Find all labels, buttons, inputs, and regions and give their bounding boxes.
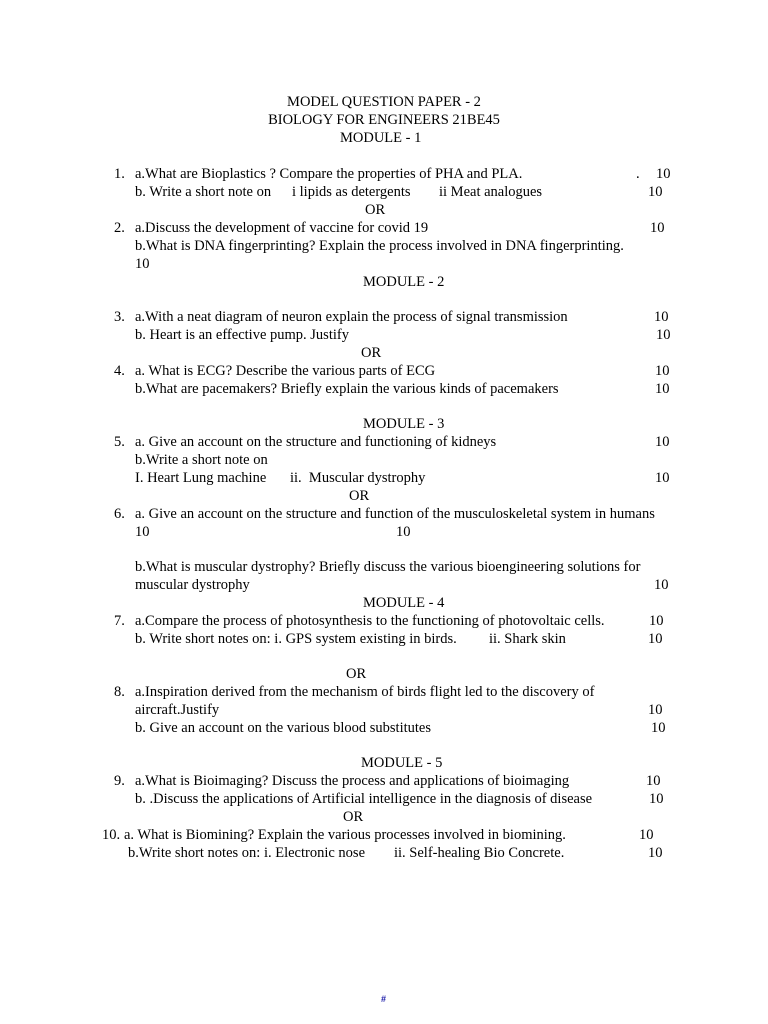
q5b-text: b.Write a short note on	[135, 452, 268, 468]
q4a-text: a. What is ECG? Describe the various parts of ECG	[135, 363, 436, 379]
q6a-marks-2: 10	[396, 524, 411, 540]
q6a-marks-1: 10	[135, 524, 150, 540]
q1a-dot: .	[636, 166, 640, 182]
q1a-text: a.What are Bioplastics ? Compare the properties of PHA and PLA.	[135, 166, 523, 182]
q8a-text-line2: aircraft.Justify	[135, 702, 220, 718]
or-divider-5: OR	[343, 809, 364, 825]
q4b-marks: 10	[655, 381, 670, 397]
q2b-text: b.What is DNA fingerprinting? Explain the process involved in DNA fingerprinting.	[135, 238, 624, 254]
q1b-item-i: i lipids as detergents	[292, 184, 411, 200]
module-1-heading: MODULE - 1	[340, 130, 422, 146]
q7b-marks: 10	[648, 631, 663, 647]
module-2-heading: MODULE - 2	[363, 274, 445, 290]
paper-subject: BIOLOGY FOR ENGINEERS 21BE45	[268, 112, 500, 128]
q8a-text-line1: a.Inspiration derived from the mechanism of birds flight led to the discovery of	[135, 684, 595, 700]
q10a-text: a. What is Biomining? Explain the various processes involved in biomining.	[124, 827, 566, 843]
q8a-marks: 10	[648, 702, 663, 718]
or-divider-1: OR	[365, 202, 386, 218]
q9b-marks: 10	[649, 791, 664, 807]
q5b-marks: 10	[655, 470, 670, 486]
q5a-text: a. Give an account on the structure and functioning of kidneys	[135, 434, 497, 450]
module-5-heading: MODULE - 5	[361, 755, 443, 771]
q7a-text: a.Compare the process of photosynthesis to the functioning of photovoltaic cells.	[135, 613, 605, 629]
q3a-marks: 10	[654, 309, 669, 325]
q6b-text-line2: muscular dystrophy	[135, 577, 250, 593]
q5b-item-ii: ii. Muscular dystrophy	[290, 470, 426, 486]
q8-number: 8.	[114, 684, 125, 700]
q9a-text: a.What is Bioimaging? Discuss the process and applications of bioimaging	[135, 773, 570, 789]
q6b-text-line1: b.What is muscular dystrophy? Briefly discuss the various bioengineering solutions for	[135, 559, 641, 575]
q3-number: 3.	[114, 309, 125, 325]
q1b-text: b. Write a short note on	[135, 184, 272, 200]
q5a-marks: 10	[655, 434, 670, 450]
or-divider-4: OR	[346, 666, 367, 682]
module-3-heading: MODULE - 3	[363, 416, 445, 432]
q3a-text: a.With a neat diagram of neuron explain the process of signal transmission	[135, 309, 568, 325]
q10a-marks: 10	[639, 827, 654, 843]
q7-number: 7.	[114, 613, 125, 629]
q4-number: 4.	[114, 363, 125, 379]
module-4-heading: MODULE - 4	[363, 595, 445, 611]
q10-number: 10.	[102, 827, 121, 843]
q6b-marks: 10	[654, 577, 669, 593]
q1b-item-ii: ii Meat analogues	[439, 184, 543, 200]
q7b-item-ii: ii. Shark skin	[489, 631, 566, 647]
q3b-marks: 10	[656, 327, 671, 343]
q6a-text: a. Give an account on the structure and function of the musculoskeletal system in humans	[135, 506, 655, 522]
footer-mark: #	[381, 994, 387, 1004]
q9b-text: b. .Discuss the applications of Artificial intelligence in the diagnosis of disease	[135, 791, 593, 807]
q2b-marks: 10	[135, 256, 150, 272]
q9a-marks: 10	[646, 773, 661, 789]
q8b-text: b. Give an account on the various blood substitutes	[135, 720, 431, 736]
q1b-marks: 10	[648, 184, 663, 200]
q6-number: 6.	[114, 506, 125, 522]
q3b-text: b. Heart is an effective pump. Justify	[135, 327, 349, 343]
paper-title: MODEL QUESTION PAPER - 2	[287, 94, 481, 110]
or-divider-3: OR	[349, 488, 370, 504]
q4a-marks: 10	[655, 363, 670, 379]
q8b-marks: 10	[651, 720, 666, 736]
q10b-text: b.Write short notes on: i. Electronic nose	[128, 845, 365, 861]
q5-number: 5.	[114, 434, 125, 450]
q7a-marks: 10	[649, 613, 664, 629]
q10b-marks: 10	[648, 845, 663, 861]
q2a-marks: 10	[650, 220, 665, 236]
or-divider-2: OR	[361, 345, 382, 361]
q10b-item-ii: ii. Self-healing Bio Concrete.	[394, 845, 565, 861]
q9-number: 9.	[114, 773, 125, 789]
q1a-marks: 10	[656, 166, 671, 182]
q7b-text: b. Write short notes on: i. GPS system existing in birds.	[135, 631, 457, 647]
q2-number: 2.	[114, 220, 125, 236]
q5b-item-i: I. Heart Lung machine	[135, 470, 267, 486]
q2a-text: a.Discuss the development of vaccine for covid 19	[135, 220, 429, 236]
q1-number: 1.	[114, 166, 125, 182]
q4b-text: b.What are pacemakers? Briefly explain the various kinds of pacemakers	[135, 381, 559, 397]
